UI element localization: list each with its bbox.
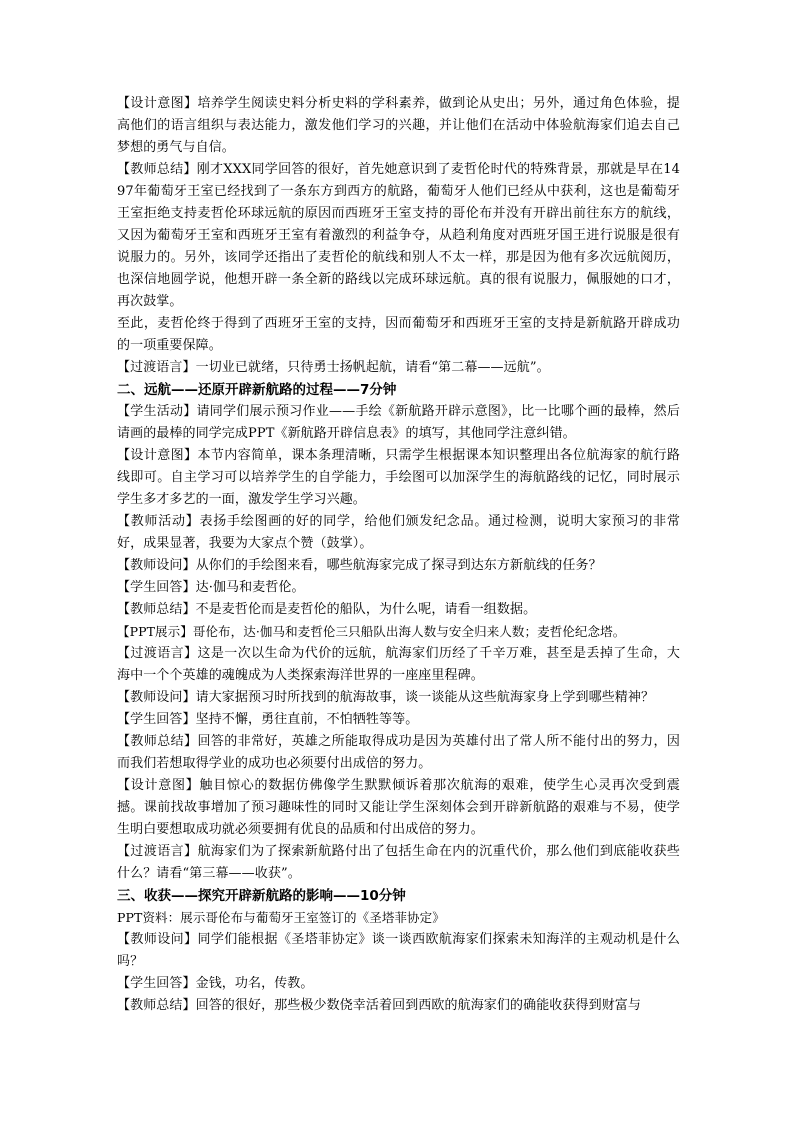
paragraph-text: 请大家据预习时所找到的航海故事，谈一谈能从这些航海家身上学到哪些精神？ [195, 690, 655, 705]
paragraph-ppt-display [117, 621, 680, 643]
paragraph-design-intent-3 [117, 775, 680, 841]
paragraph-tag: 【学生回答】 [117, 712, 196, 727]
paragraph-text: 回答的非常好，英雄之所能取得成功是因为英雄付出了常人所不能付出的努力，因而我们若想取得学业的成功也必须要付出成倍的努力。 [117, 734, 680, 771]
paragraph-text: 坚持不懈，勇往直前，不怕牺牲等等。 [195, 712, 419, 727]
paragraph-text: 这是一次以生命为代价的远航，航海家们历经了千辛万难，甚至是丢掉了生命，大海中一个个英雄的魂魄成为人类探索海洋世界的一座座里程碑。 [117, 646, 680, 683]
paragraph-text: 触目惊心的数据仿佛像学生默默倾诉着那次航海的艰难，使学生心灵再次受到震撼。课前找故事增加了预习趣味性的同时又能让学生深刻体会到开辟新航路的艰难与不易，使学生明白要想取成功就必须要拥有优良的品质和付出成倍的努力。 [117, 778, 680, 837]
paragraph-text: 回答的很好，那些极少数侥幸活着回到西欧的航海家们的确能收获得到财富与 [195, 998, 642, 1013]
paragraph-tag: 【设计意图】 [117, 96, 198, 111]
paragraph-tag: 【过渡语言】 [117, 646, 198, 661]
document-body [117, 93, 680, 1017]
paragraph-teacher-question-1 [117, 555, 680, 577]
paragraph-text: 请同学们展示预习作业——手绘《新航路开辟示意图》，比一比哪个画的最棒，然后请画的最棒的同学完成PPT《新航路开辟信息表》的填写，其他同学注意纠错。 [117, 404, 680, 441]
paragraph-tag: 【PPT展示】 [117, 624, 193, 639]
paragraph-design-intent-1 [117, 93, 680, 159]
paragraph-design-intent-2 [117, 445, 680, 511]
heading-text: 二、远航——还原开辟新航路的过程——7分钟 [117, 382, 397, 398]
paragraph-transition-1 [117, 357, 680, 379]
paragraph-text: 从你们的手绘图来看，哪些航海家完成了探寻到达东方新航线的任务？ [195, 558, 602, 573]
paragraph-transition-2 [117, 643, 680, 687]
paragraph-text: PPT资料：展示哥伦布与葡萄牙王室签订的《圣塔菲协定》 [117, 910, 445, 925]
paragraph-tag: 【过渡语言】 [117, 360, 196, 375]
paragraph-text: 至此，麦哲伦终于得到了西班牙王室的支持，因而葡萄牙和西班牙王室的支持是新航路开辟成功的一项重要保障。 [117, 316, 680, 353]
paragraph-student-answer-2 [117, 709, 680, 731]
paragraph-text: 达·伽马和麦哲伦。 [195, 580, 305, 595]
paragraph-student-activity [117, 401, 680, 445]
paragraph-tag: 【过渡语言】 [117, 844, 198, 859]
paragraph-conclusion [117, 313, 680, 357]
paragraph-text: 哥伦布，达·伽马和麦哲伦三只船队出海人数与安全归来人数；麦哲伦纪念塔。 [192, 624, 626, 639]
paragraph-text: 不是麦哲伦而是麦哲伦的船队，为什么呢，请看一组数据。 [195, 602, 537, 617]
paragraph-text: 表扬手绘图画的好的同学，给他们颁发纪念品。通过检测，说明大家预习的非常好，成果显著，我要为大家点个赞（鼓掌）。 [117, 514, 680, 551]
heading-text: 三、收获——探究开辟新航路的影响——10分钟 [117, 888, 406, 904]
paragraph-teacher-summary-3 [117, 731, 680, 775]
paragraph-teacher-question-2 [117, 687, 680, 709]
section-heading-voyage [117, 379, 680, 401]
paragraph-ppt-material [117, 907, 680, 929]
paragraph-text: 培养学生阅读史料分析史料的学科素养，做到论从史出；另外，通过角色体验，提高他们的语言组织与表达能力，激发他们学习的兴趣，并让他们在活动中体验航海家们追去自己梦想的勇气与自信。 [117, 96, 680, 155]
paragraph-transition-3 [117, 841, 680, 885]
paragraph-tag: 【设计意图】 [117, 778, 200, 793]
paragraph-tag: 【教师总结】 [117, 998, 196, 1013]
paragraph-text: 同学们能根据《圣塔菲协定》谈一谈西欧航海家们探索未知海洋的主观动机是什么吗？ [117, 932, 680, 969]
paragraph-teacher-summary-2 [117, 599, 680, 621]
paragraph-tag: 【学生活动】 [117, 404, 197, 419]
paragraph-tag: 【教师总结】 [117, 162, 197, 177]
paragraph-tag: 【设计意图】 [117, 448, 198, 463]
paragraph-text: 航海家们为了探索新航路付出了包括生命在内的沉重代价，那么他们到底能收获些什么？请看“第三幕——收获”。 [117, 844, 680, 881]
section-heading-harvest [117, 885, 680, 907]
paragraph-teacher-summary-4 [117, 995, 680, 1017]
paragraph-teacher-question-3 [117, 929, 680, 973]
paragraph-tag: 【教师设问】 [117, 558, 196, 573]
paragraph-student-answer-1 [117, 577, 680, 599]
paragraph-student-answer-3 [117, 973, 680, 995]
paragraph-tag: 【教师设问】 [117, 690, 196, 705]
paragraph-text: 一切业已就绪，只待勇士扬帆起航，请看“第二幕——远航”。 [195, 360, 550, 375]
paragraph-tag: 【教师总结】 [117, 734, 198, 749]
paragraph-text: 金钱，功名，传教。 [195, 976, 314, 991]
paragraph-tag: 【教师设问】 [117, 932, 198, 947]
paragraph-tag: 【教师活动】 [117, 514, 200, 529]
paragraph-tag: 【学生回答】 [117, 580, 196, 595]
paragraph-tag: 【学生回答】 [117, 976, 196, 991]
paragraph-tag: 【教师总结】 [117, 602, 196, 617]
paragraph-teacher-activity [117, 511, 680, 555]
paragraph-text: 本节内容简单，课本条理清晰，只需学生根据课本知识整理出各位航海家的航行路线即可。自主学习可以培养学生的自学能力，手绘图可以加深学生的海航路线的记忆，同时展示学生多才多艺的一面，激发学生学习兴趣。 [117, 448, 680, 507]
paragraph-teacher-summary-1 [117, 159, 680, 313]
paragraph-text: 刚才XXX同学回答的很好，首先她意识到了麦哲伦时代的特殊背景，那就是早在1497年葡萄牙王室已经找到了一条东方到西方的航路，葡萄牙人他们已经从中获利，这也是葡萄牙王室拒绝支持麦哲伦环球远航的原因而西班牙王室支持的哥伦布并没有开辟出前往东方的航线，又因为葡萄牙王室和西班牙王室有着激烈的利益争夺，从趋利角度对西班牙国王进行说服是很有说服力的。另外，该同学还指出了麦哲伦的航线和别人不太一样，那是因为他有多次远航阅历，也深信地圆学说，他想开辟一条全新的路线以完成环球远航。真的很有说服力，佩服她的口才，再次鼓掌。 [117, 162, 680, 309]
